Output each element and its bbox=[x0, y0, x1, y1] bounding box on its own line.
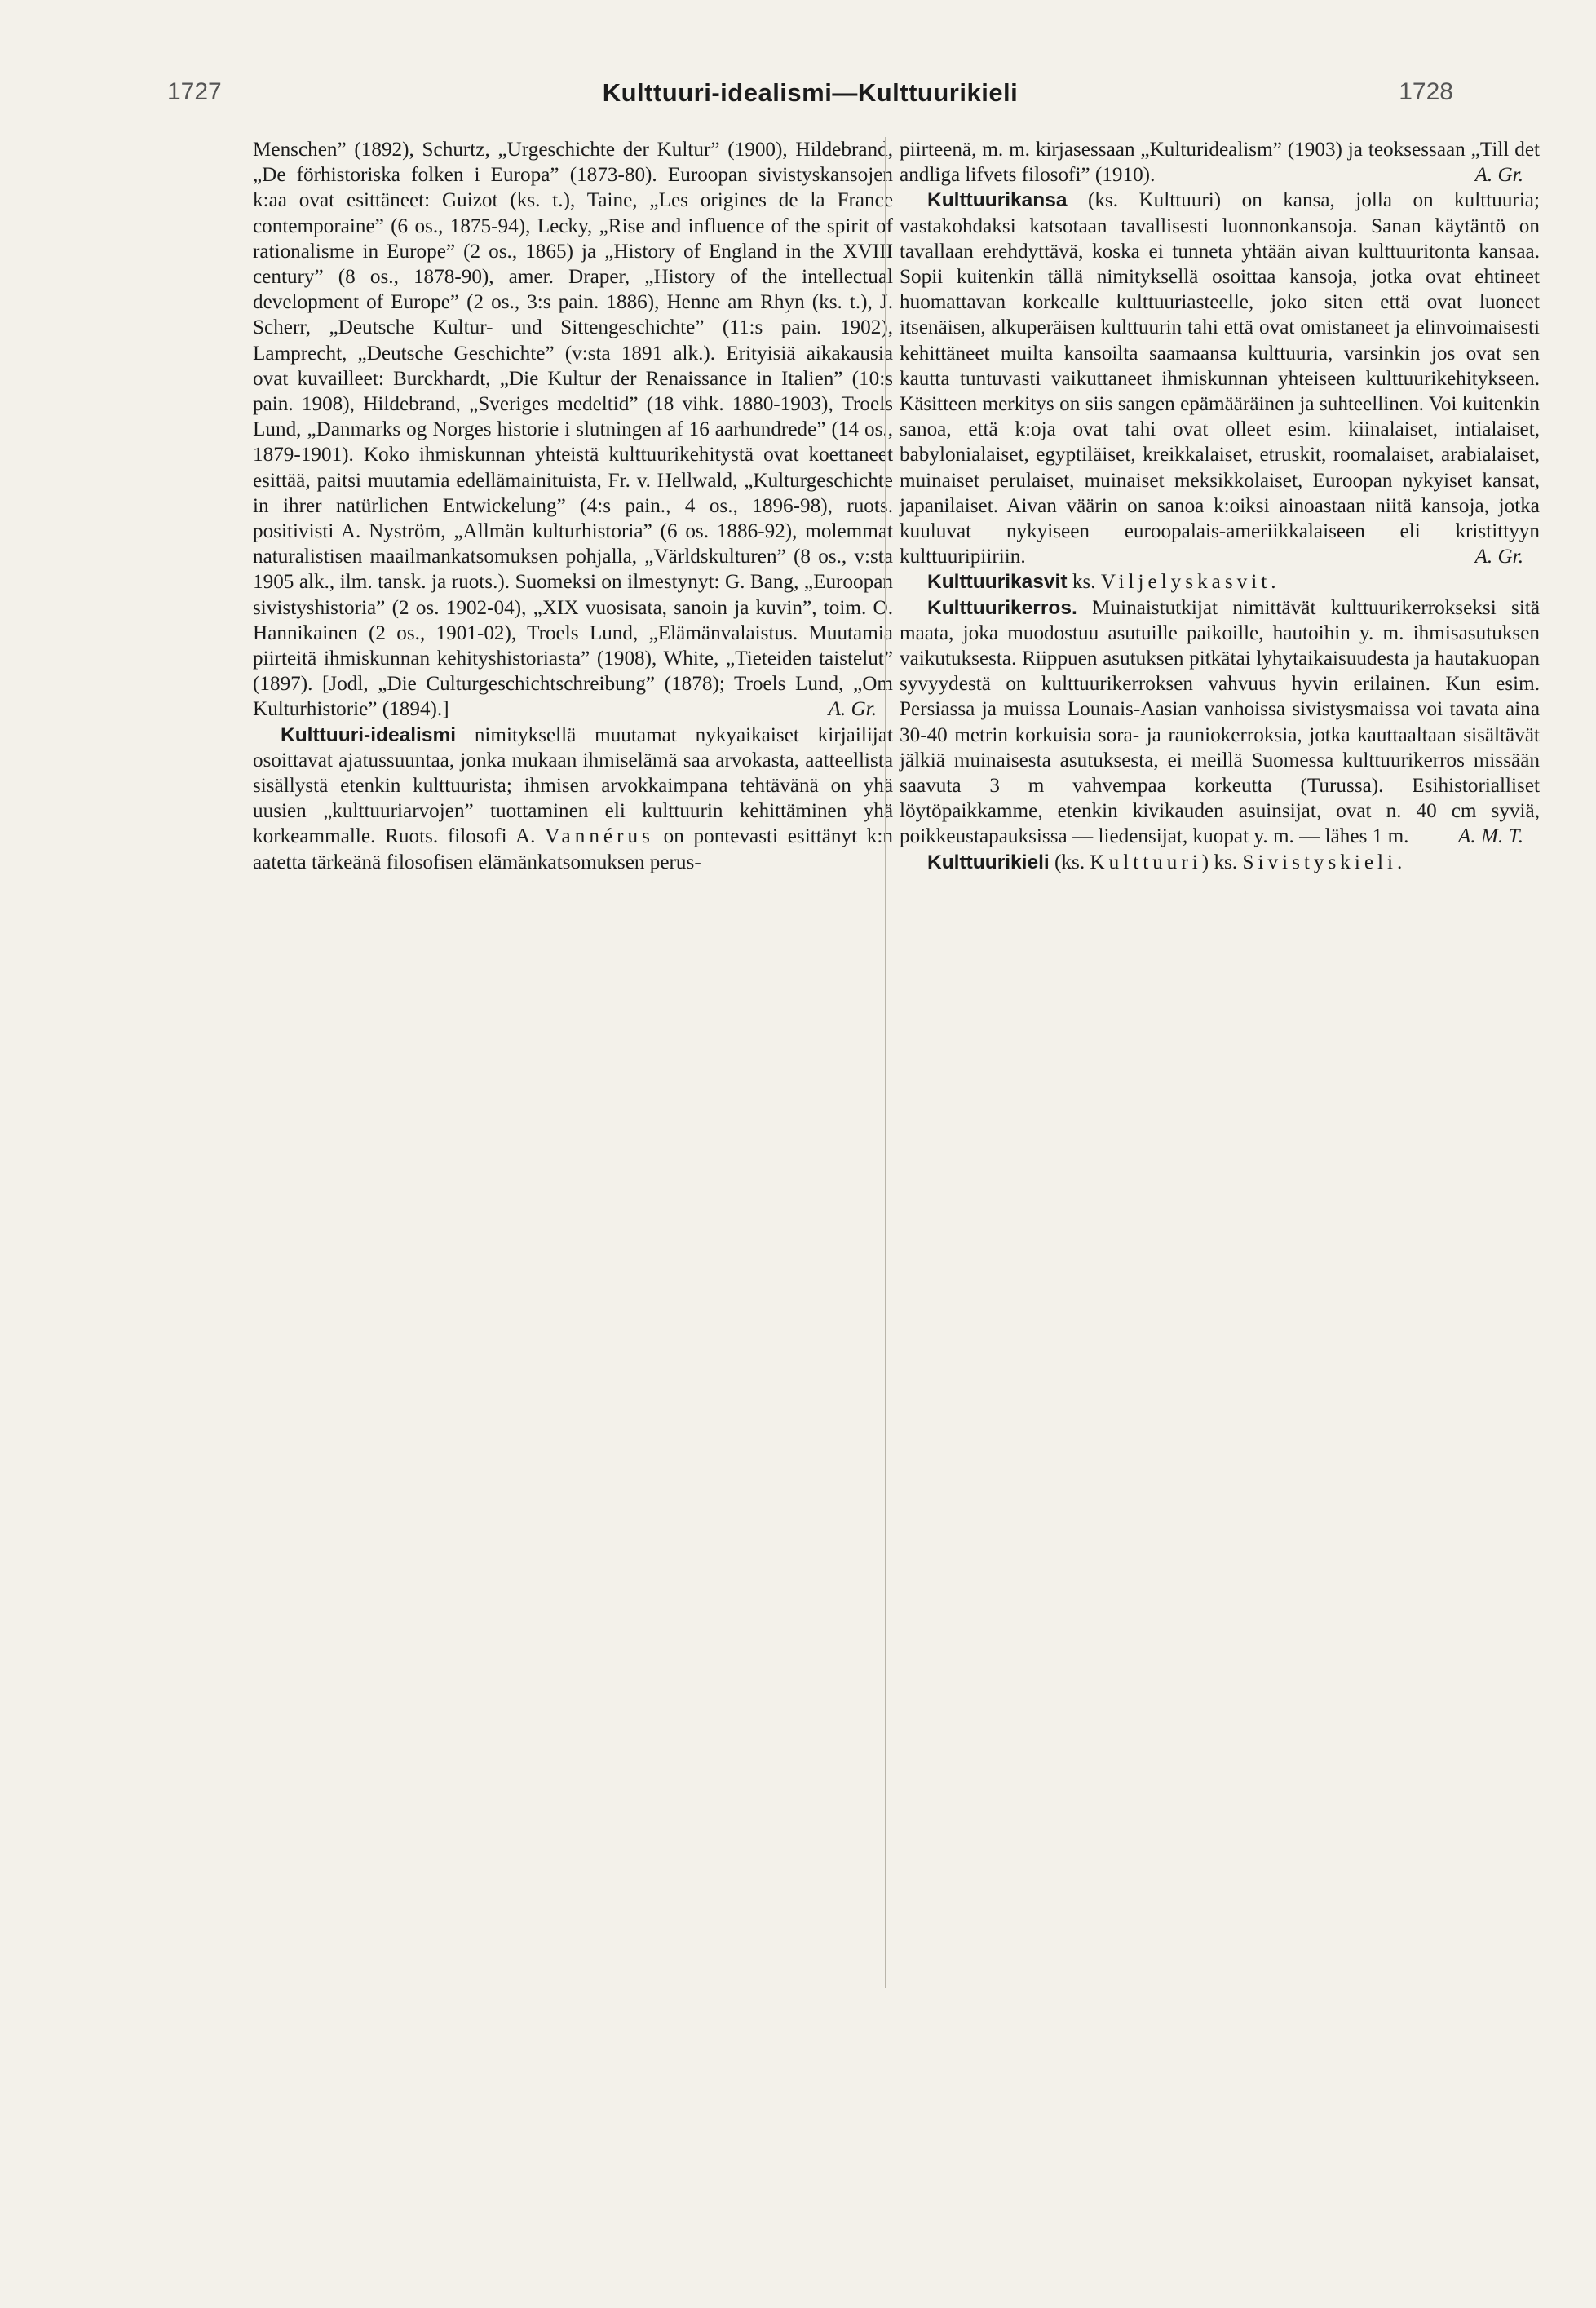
right-column bbox=[900, 137, 1540, 875]
entry-text: ks. bbox=[1067, 571, 1101, 594]
author-signature: A. Gr. bbox=[1474, 546, 1523, 568]
page-header bbox=[167, 78, 1453, 114]
page-number-right: 1728 bbox=[1399, 78, 1453, 105]
cross-reference: Viljelyskasvit bbox=[1100, 571, 1271, 594]
entry-headword: Kulttuurikansa bbox=[927, 189, 1068, 212]
paragraph-idealismi-continued bbox=[900, 137, 1540, 188]
entry-headword: Kulttuurikieli bbox=[927, 851, 1050, 873]
paragraph-text: Menschen” (1892), Schurtz, „Urgeschichte der Kultur” (1900), Hildebrand, „De förhistoriska folken i Europa” (1873-80). Euroopan sivistyskansojen k:aa ovat esittäneet: Guizot (ks. t.), Taine, „Les origines de la France contemporaine” (6 os., 1875-94), Lecky, „Rise and influence of the spirit of rationalisme in Europe” (2 os., 1865) ja „History of England in the XVIII century” (8 os., 1878-90), amer. Draper, „History of the intellectual development of Europe” (2 os., 3:s pain. 1886), Henne am Rhyn (ks. t.), J. Scherr, „Deutsche Kultur- und Sittengeschichte” (11:s pain. 1902), Lamprecht, „Deutsche Geschichte” (v:sta 1891 alk.). Erityisiä aikakausia ovat kuvailleet: Burckhardt, „Die Kultur der Renaissance in Italien” (10:s pain. 1908), Hildebrand, „Sveriges medeltid” (18 vihk. 1880-1903), Troels Lund, „Danmarks og Norges historie i slutningen af 16 aarhundrede” (14 os., 1879-1901). Koko ihmiskunnan yhteistä kulttuurikehitystä ovat koettaneet esittää, paitsi muutamia edellämainituista, Fr. v. Hellwald, „Kulturgeschichte in ihrer natürlichen Entwickelung” (4:s pain., 4 os., 1896-98), ruots. positivisti A. Nyström, „Allmän kulturhistoria” (6 os. 1886-92), molemmat naturalistisen maailmankatsomuksen pohjalla, „Världskulturen” (8 os., v:sta 1905 alk., ilm. tansk. ja ruots.). Suomeksi on ilmestynyt: G. Bang, „Euroopan sivistyshistoria” (2 os. 1902-04), „XIX vuosisata, sanoin ja kuvin”, toim. O. Hannikainen (2 os., 1901-02), Troels Lund, „Elämänvalaistus. Muutamia piirteitä ihmiskunnan kehityshistoriasta” (1908), White, „Tieteiden taistelut” (1897). [Jodl, „Die Culturgeschichtschreibung” (1878); Troels Lund, „Om Kulturhistorie” (1894).] bbox=[253, 139, 893, 721]
entry-headword: Kulttuurikasvit bbox=[927, 571, 1068, 594]
entry-kulttuuri-idealismi bbox=[253, 723, 893, 875]
cross-reference: Sivistyskieli bbox=[1242, 851, 1398, 873]
entry-text-end: . bbox=[1397, 851, 1403, 873]
entry-text: nimityksellä muutamat nykyaikaiset kirjailijat osoittavat ajatussuuntaa, jonka mukaan ihmiselämä saa arvokasta, aatteellista sisällystä etenkin kulttuurista; ihmisen arvokkaimpana tehtävänä on yhä uusien „kulttuuriarvojen” tuottaminen eli kulttuurin kehittäminen yhä korkeammalle. Ruots. filosofi A. bbox=[253, 723, 893, 848]
entry-kulttuurikansa bbox=[900, 188, 1540, 569]
author-signature: A. M. T. bbox=[1458, 825, 1523, 848]
paragraph-kulttuurihistoria-continued bbox=[253, 137, 893, 723]
cross-reference: Kulttuuri bbox=[1090, 851, 1202, 873]
entry-headword: Kulttuurikerros. bbox=[927, 596, 1077, 619]
author-signature: A. Gr. bbox=[828, 698, 877, 721]
page-number-left: 1727 bbox=[167, 78, 222, 105]
entry-kulttuurikasvit bbox=[900, 569, 1540, 595]
entry-text: (ks. bbox=[1049, 851, 1090, 873]
left-column bbox=[253, 137, 893, 875]
entry-text-end: on pontevasti esittänyt k:n aatetta tärkeänä filosofisen elämänkatsomuksen perus- bbox=[253, 825, 893, 873]
author-signature: A. Gr. bbox=[1474, 164, 1523, 187]
entry-text: (ks. Kulttuuri) on kansa, jolla on kulttuuria; vastakohdaksi katsotaan tavallisesti luonnonkansoja. Sanan käytäntö on tavallaan erehdyttävä, koska ei tunneta yhtään aivan kulttuuritonta kansaa. Sopii kuitenkin tällä nimityksellä osoittaa kansoja, jotka ovat ehtineet huomattavan korkealle kulttuuriasteelle, joko siten että ovat luoneet itsenäisen, alkuperäisen kulttuurin tahi että ovat omistaneet ja elinvoimaisesti kehittäneet muilta kansoilta saamaansa kulttuuria, varsinkin jos ovat sen kautta tuntuvasti vaikuttaneet ihmiskunnan yhteiseen kulttuurikehitykseen. Käsitteen merkitys on siis sangen epämääräinen ja suhteellinen. Voi kuitenkin sanoa, että k:oja ovat tahi ovat olleet esim. kiinalaiset, intialaiset, babylonialaiset, egyptiläiset, kreikkalaiset, etruskit, roomalaiset, arabialaiset, muinaiset perulaiset, muinaiset meksikkolaiset, Euroopan nykyiset kansat, japanilaiset. Aivan väärin on sanoa k:oiksi ainoastaan niitä kansoja, jotka kuuluvat nykyiseen euroopalais-ameriikkalaiseen eli kristittyyn kulttuuripiiriin. bbox=[900, 189, 1540, 568]
entry-kulttuurikerros bbox=[900, 595, 1540, 850]
entry-text-end: . bbox=[1271, 571, 1276, 594]
column-divider bbox=[885, 137, 886, 1988]
entry-text-mid: ) ks. bbox=[1201, 851, 1243, 873]
spaced-name: Vannérus bbox=[545, 825, 654, 848]
entry-headword: Kulttuuri-idealismi bbox=[281, 723, 457, 746]
paragraph-text: piirteenä, m. m. kirjasessaan „Kulturidealism” (1903) ja teoksessaan „Till det andliga lifvets filosofi” (1910). bbox=[900, 139, 1540, 187]
entry-text: Muinaistutkijat nimittävät kulttuurikerrokseksi sitä maata, joka muodostuu asutuille paikoille, hautoihin y. m. ihmisasutuksen vaikutuksesta. Riippuen asutuksen pitkätai lyhytaikaisuudesta ja hautakuopan syvyydestä on kulttuurikerroksen vahvuus hyvin erilainen. Kun esim. Persiassa ja muissa Lounais-Aasian vanhoissa sivistysmaissa voi tavata aina 30-40 metrin korkuisia sora- ja rauniokerroksia, jotka kauttaaltaan sisältävät jälkiä muinaisesta asutuksesta, ei meillä Suomessa kulttuurikerros missään saavuta 3 m vahvempaa korkeutta (Turussa). Esihistorialliset löytöpaikkamme, etenkin kivikauden asuinsijat, ovat n. 40 cm syviä, poikkeustapauksissa — liedensijat, kuopat y. m. — lähes 1 m. bbox=[900, 596, 1540, 848]
entry-kulttuurikieli bbox=[900, 850, 1540, 875]
page-title: Kulttuuri-idealismi—Kulttuurikieli bbox=[602, 78, 1019, 107]
